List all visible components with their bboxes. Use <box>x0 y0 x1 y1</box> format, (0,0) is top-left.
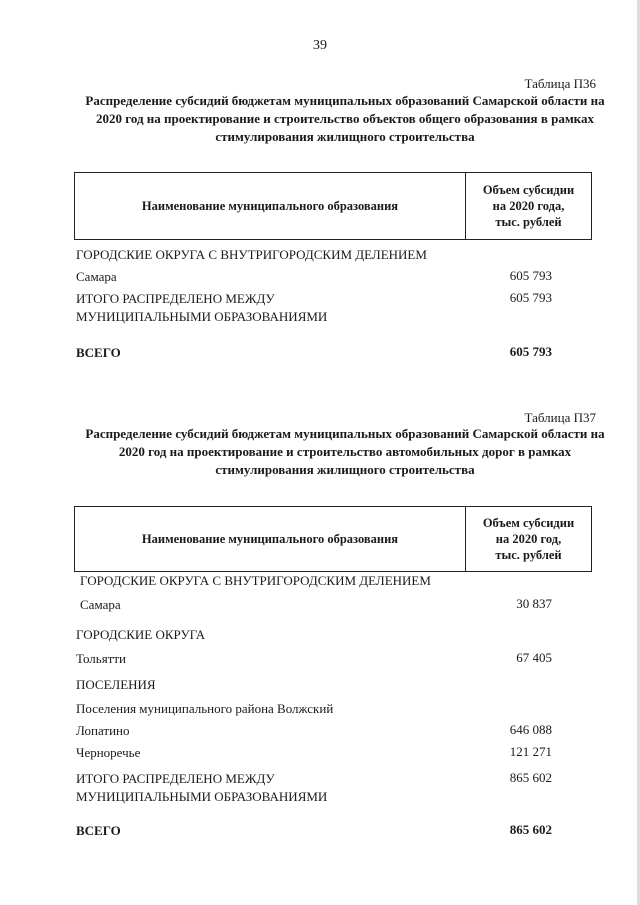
header-volume-p36 <box>465 173 591 239</box>
table-header-p36 <box>74 172 592 240</box>
row-label: Поселения муниципального района Волжский <box>76 701 334 716</box>
header-volume-line: на 2020 год, <box>495 532 562 546</box>
row-value: 605 793 <box>509 290 552 305</box>
row-label: ПОСЕЛЕНИЯ <box>76 677 156 692</box>
header-name-p36: Наименование муниципального образования <box>141 198 399 213</box>
header-volume-line: тыс. рублей <box>495 548 562 562</box>
row-label: ГОРОДСКИЕ ОКРУГА С ВНУТРИГОРОДСКИМ ДЕЛЕНИЕМ <box>76 247 427 262</box>
header-volume-line: Объем субсидии <box>482 516 575 530</box>
table-label-p36: Таблица П36 <box>524 76 596 91</box>
row-value: 30 837 <box>516 596 552 611</box>
header-name-p37: Наименование муниципального образования <box>141 531 399 546</box>
table-title-p36: Распределение субсидий бюджетам муниципальных образований Самарской области на 2020 год на проектирование и строительство объектов общего образования в рамках стимулирования жилищного строительства <box>85 93 605 144</box>
header-volume-p37 <box>465 507 591 571</box>
row-label: ИТОГО РАСПРЕДЕЛЕНО МЕЖДУ МУНИЦИПАЛЬНЫМИ ОБРАЗОВАНИЯМИ <box>76 291 328 324</box>
row-label: ВСЕГО <box>76 823 121 838</box>
row-label: ИТОГО РАСПРЕДЕЛЕНО МЕЖДУ МУНИЦИПАЛЬНЫМИ ОБРАЗОВАНИЯМИ <box>76 771 328 804</box>
table-title-p37: Распределение субсидий бюджетам муниципальных образований Самарской области на 2020 год на проектирование и строительство автомобильных дорог в рамках стимулирования жилищного строительства <box>85 426 605 477</box>
row-label: Самара <box>76 269 117 284</box>
header-volume-line: на 2020 года, <box>492 199 565 213</box>
row-value: 67 405 <box>516 650 552 665</box>
page-number: 39 <box>313 38 327 53</box>
row-label: Лопатино <box>76 723 130 738</box>
row-value: 646 088 <box>509 722 552 737</box>
row-label: ГОРОДСКИЕ ОКРУГА <box>76 627 206 642</box>
row-label: ВСЕГО <box>76 345 121 360</box>
table-label-p37: Таблица П37 <box>524 410 596 425</box>
row-value: 865 602 <box>509 770 552 785</box>
table-header-p37 <box>74 506 592 572</box>
row-label: Черноречье <box>76 745 141 760</box>
row-value: 605 793 <box>509 268 552 283</box>
row-label: Тольятти <box>76 651 127 666</box>
row-value: 121 271 <box>509 744 552 759</box>
header-volume-line: тыс. рублей <box>495 215 562 229</box>
row-value: 605 793 <box>509 344 552 359</box>
row-value: 865 602 <box>509 822 552 837</box>
header-volume-line: Объем субсидии <box>482 183 575 197</box>
row-label: Самара <box>80 597 121 612</box>
row-label: ГОРОДСКИЕ ОКРУГА С ВНУТРИГОРОДСКИМ ДЕЛЕНИЕМ <box>80 573 431 588</box>
